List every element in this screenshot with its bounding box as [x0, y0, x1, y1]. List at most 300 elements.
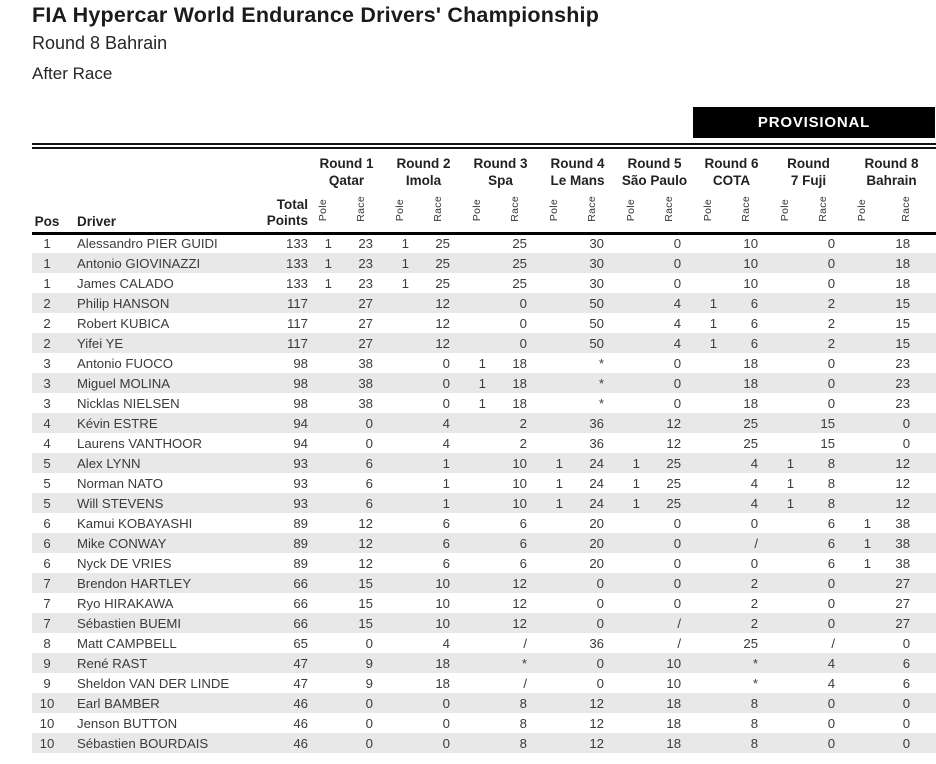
pole-result-cell	[693, 613, 723, 633]
race-result-cell: 0	[673, 275, 682, 291]
pole-result-cell	[385, 493, 415, 513]
pole-result-cell	[462, 493, 492, 513]
race-result-cell: 8	[750, 735, 759, 751]
pole-result-cell	[616, 553, 646, 573]
pole-result-cell	[847, 393, 877, 413]
race-result-cell: 0	[827, 375, 836, 391]
total-points-cell: 66	[293, 575, 308, 591]
race-result-cell: 10	[512, 455, 527, 471]
pole-result-cell	[847, 693, 877, 713]
race-result-cell: *	[598, 395, 605, 411]
race-result-cell: 0	[902, 715, 911, 731]
race-column-label	[338, 194, 385, 233]
table-row	[32, 553, 936, 573]
race-result-cell: 0	[596, 675, 605, 691]
pole-result-cell	[539, 513, 569, 533]
pole-result-cell	[770, 713, 800, 733]
pole-result-cell	[539, 393, 569, 413]
race-result-cell: 0	[365, 635, 373, 651]
race-result-cell: 4	[750, 495, 759, 511]
pole-result-cell	[308, 533, 338, 553]
race-result-cell: 6	[902, 675, 911, 691]
pole-result-cell	[385, 733, 415, 753]
race-result-cell: 38	[358, 375, 373, 391]
race-result-cell: 6	[827, 555, 836, 571]
race-result-cell: 12	[512, 595, 527, 611]
round-header	[462, 150, 539, 194]
pole-result-cell	[308, 613, 338, 633]
race-result-cell: 0	[365, 695, 373, 711]
race-result-cell: 0	[827, 255, 836, 271]
race-result-cell: 0	[827, 355, 836, 371]
race-result-cell: 18	[666, 695, 682, 711]
race-result-cell: 18	[743, 355, 759, 371]
race-result-cell: 24	[589, 455, 605, 471]
race-label-text: Race	[355, 195, 368, 222]
pole-result-cell	[539, 373, 569, 393]
race-result-cell: 8	[519, 735, 527, 751]
race-column-label	[800, 194, 847, 233]
pole-result-cell	[539, 333, 569, 353]
race-column-label	[877, 194, 936, 233]
race-result-cell: /	[754, 535, 759, 551]
race-result-cell: 27	[358, 295, 373, 311]
round-header	[693, 150, 770, 194]
pole-result-cell: 1	[709, 315, 718, 331]
race-result-cell: *	[521, 655, 527, 671]
race-result-cell: 12	[358, 535, 373, 551]
driver-cell: Ryo HIRAKAWA	[77, 595, 174, 611]
pole-result-cell	[693, 633, 723, 653]
race-result-cell: 0	[673, 575, 682, 591]
pole-result-cell	[616, 533, 646, 553]
pole-result-cell	[770, 613, 800, 633]
race-result-cell: 0	[827, 575, 836, 591]
race-result-cell: 25	[435, 275, 450, 291]
race-result-cell: 12	[358, 515, 373, 531]
race-label-text: Race	[817, 195, 830, 222]
race-result-cell: 0	[673, 255, 682, 271]
pole-result-cell: 1	[478, 395, 486, 411]
pole-result-cell	[462, 293, 492, 313]
pole-result-cell	[847, 493, 877, 513]
driver-cell: Alex LYNN	[77, 455, 141, 471]
race-result-cell: 0	[673, 375, 682, 391]
pole-label-text: Pole	[624, 199, 637, 222]
total-points-cell: 66	[293, 595, 308, 611]
pole-result-cell	[462, 333, 492, 353]
race-result-cell: 10	[435, 575, 450, 591]
race-result-cell: 6	[750, 295, 759, 311]
race-result-cell: 25	[666, 475, 682, 491]
pole-result-cell: 1	[632, 495, 641, 511]
race-result-cell: 0	[827, 735, 836, 751]
pole-result-cell	[847, 373, 877, 393]
race-column-label	[646, 194, 693, 233]
pole-result-cell	[616, 313, 646, 333]
pole-result-cell	[770, 673, 800, 693]
pole-result-cell	[462, 653, 492, 673]
race-result-cell: 6	[827, 535, 836, 551]
race-result-cell: *	[752, 655, 759, 671]
race-result-cell: 0	[673, 515, 682, 531]
pole-result-cell	[539, 353, 569, 373]
pole-result-cell	[385, 693, 415, 713]
pole-result-cell	[462, 433, 492, 453]
pole-result-cell	[847, 253, 877, 273]
pole-result-cell	[693, 553, 723, 573]
pole-result-cell	[462, 593, 492, 613]
pole-column-label	[847, 194, 877, 233]
pole-result-cell	[616, 293, 646, 313]
race-result-cell: 27	[358, 335, 373, 351]
table-row	[32, 333, 936, 353]
pole-result-cell	[539, 313, 569, 333]
race-result-cell: 0	[673, 555, 682, 571]
race-result-cell: 6	[365, 455, 373, 471]
pole-result-cell	[539, 713, 569, 733]
pole-result-cell: 1	[555, 495, 563, 511]
driver-cell: Earl BAMBER	[77, 695, 160, 711]
race-result-cell: 36	[589, 415, 605, 431]
driver-cell: Miguel MOLINA	[77, 375, 171, 391]
pos-cell: 6	[43, 535, 51, 551]
race-result-cell: 4	[750, 475, 759, 491]
pole-result-cell	[770, 313, 800, 333]
race-result-cell: 12	[895, 495, 911, 511]
pole-result-cell	[462, 533, 492, 553]
pole-result-cell	[770, 513, 800, 533]
driver-cell: Nyck DE VRIES	[77, 555, 172, 571]
pole-result-cell	[770, 413, 800, 433]
table-row	[32, 573, 936, 593]
pole-result-cell	[462, 273, 492, 293]
pole-result-cell	[539, 633, 569, 653]
pos-cell: 3	[43, 375, 51, 391]
page-title: FIA Hypercar World Endurance Drivers' Championship	[32, 3, 600, 27]
race-result-cell: 38	[895, 535, 911, 551]
pole-result-cell: 1	[863, 535, 872, 551]
pole-result-cell	[770, 293, 800, 313]
pole-result-cell: 1	[632, 455, 641, 471]
pole-result-cell	[616, 633, 646, 653]
race-result-cell: 2	[750, 595, 759, 611]
race-result-cell: 25	[512, 275, 527, 291]
pole-result-cell	[770, 633, 800, 653]
table-row	[32, 713, 936, 733]
race-result-cell: 38	[358, 355, 373, 371]
race-result-cell: 2	[750, 615, 759, 631]
race-result-cell: 0	[365, 415, 373, 431]
pole-result-cell	[462, 693, 492, 713]
pole-result-cell	[308, 733, 338, 753]
race-result-cell: 0	[596, 595, 605, 611]
pole-result-cell	[847, 293, 877, 313]
pole-result-cell	[462, 573, 492, 593]
table-row	[32, 393, 936, 413]
race-result-cell: 6	[442, 535, 450, 551]
race-result-cell: 0	[442, 695, 450, 711]
pole-result-cell	[385, 473, 415, 493]
pos-cell: 7	[43, 595, 51, 611]
pole-result-cell	[539, 253, 569, 273]
pole-result-cell	[770, 353, 800, 373]
pole-result-cell	[308, 653, 338, 673]
pole-result-cell	[385, 333, 415, 353]
pole-result-cell	[462, 553, 492, 573]
race-result-cell: 12	[666, 435, 682, 451]
race-result-cell: 15	[358, 595, 373, 611]
race-result-cell: 18	[512, 375, 527, 391]
pole-result-cell	[308, 293, 338, 313]
round-subtitle: Round 8 Bahrain	[32, 33, 168, 53]
pos-cell: 10	[39, 715, 55, 731]
pos-cell: 6	[43, 555, 51, 571]
total-header-line2: Points	[266, 212, 308, 228]
race-result-cell: 23	[895, 375, 911, 391]
driver-cell: James CALADO	[77, 275, 174, 291]
pole-result-cell	[462, 613, 492, 633]
pole-result-cell	[539, 573, 569, 593]
race-result-cell: 0	[827, 275, 836, 291]
race-result-cell: 10	[743, 275, 759, 291]
pole-result-cell	[385, 633, 415, 653]
race-result-cell: 25	[666, 455, 682, 471]
race-result-cell: 36	[589, 435, 605, 451]
race-result-cell: 12	[589, 695, 605, 711]
race-result-cell: 8	[750, 695, 759, 711]
race-result-cell: 0	[827, 395, 836, 411]
pole-result-cell	[462, 733, 492, 753]
round-header-row	[32, 150, 936, 194]
race-result-cell: 0	[750, 515, 759, 531]
table-row	[32, 473, 936, 493]
pole-result-cell	[616, 593, 646, 613]
table-row	[32, 673, 936, 693]
pole-result-cell	[462, 253, 492, 273]
race-result-cell: 4	[750, 455, 759, 471]
pole-result-cell	[847, 613, 877, 633]
pole-result-cell	[462, 453, 492, 473]
total-points-cell: 93	[293, 475, 308, 491]
pole-result-cell: 1	[786, 495, 795, 511]
table-row	[32, 353, 936, 373]
pole-result-cell	[539, 653, 569, 673]
race-result-cell: 27	[895, 615, 911, 631]
pole-result-cell	[693, 693, 723, 713]
race-result-cell: 12	[435, 295, 450, 311]
race-result-cell: 12	[666, 415, 682, 431]
race-result-cell: 27	[895, 595, 911, 611]
pole-result-cell	[462, 313, 492, 333]
race-result-cell: 15	[895, 295, 911, 311]
pole-result-cell	[462, 473, 492, 493]
race-label-text: Race	[586, 195, 599, 222]
race-result-cell: 20	[589, 555, 605, 571]
race-result-cell: 6	[442, 515, 450, 531]
pole-result-cell	[462, 633, 492, 653]
race-result-cell: 10	[512, 495, 527, 511]
total-points-cell: 117	[286, 315, 308, 331]
round-header	[385, 150, 462, 194]
race-result-cell: 2	[519, 435, 527, 451]
race-result-cell: 6	[519, 515, 527, 531]
race-result-cell: 0	[673, 395, 682, 411]
pole-result-cell: 1	[555, 475, 563, 491]
pole-result-cell: 1	[863, 515, 872, 531]
round-name-line2: São Paulo	[621, 172, 688, 188]
race-result-cell: 0	[442, 375, 450, 391]
pole-result-cell	[616, 333, 646, 353]
pole-result-cell	[770, 733, 800, 753]
table-row	[32, 233, 936, 253]
table-row	[32, 273, 936, 293]
race-result-cell: 18	[743, 375, 759, 391]
race-result-cell: 25	[512, 236, 527, 252]
pole-result-cell	[308, 713, 338, 733]
pole-result-cell	[770, 553, 800, 573]
total-points-cell: 89	[293, 535, 308, 551]
pole-result-cell	[847, 573, 877, 593]
pole-result-cell	[770, 333, 800, 353]
table-row	[32, 373, 936, 393]
pole-result-cell	[385, 313, 415, 333]
pole-result-cell: 1	[324, 255, 332, 271]
round-header	[847, 150, 936, 194]
race-result-cell: 0	[442, 735, 450, 751]
pole-result-cell	[308, 473, 338, 493]
race-result-cell: 2	[827, 295, 836, 311]
race-result-cell: 27	[895, 575, 911, 591]
pole-result-cell	[693, 513, 723, 533]
race-result-cell: 6	[365, 495, 373, 511]
pole-result-cell	[693, 733, 723, 753]
race-result-cell: 18	[512, 355, 527, 371]
pole-result-cell	[847, 313, 877, 333]
race-label-text: Race	[900, 195, 913, 222]
total-points-cell: 93	[293, 495, 308, 511]
round-name-line1: Round 1	[319, 156, 374, 171]
pole-result-cell	[385, 413, 415, 433]
total-header-line1: Total	[276, 196, 308, 212]
race-result-cell: 24	[589, 495, 605, 511]
race-result-cell: 0	[827, 615, 836, 631]
race-result-cell: 12	[895, 455, 911, 471]
race-result-cell: 10	[743, 236, 759, 252]
race-result-cell: /	[523, 675, 527, 691]
race-result-cell: 2	[750, 575, 759, 591]
race-result-cell: 0	[827, 695, 836, 711]
round-name-line1: Round 8	[864, 156, 919, 171]
race-result-cell: 8	[827, 455, 836, 471]
race-result-cell: 10	[435, 595, 450, 611]
total-points-cell: 133	[285, 275, 308, 291]
race-result-cell: 8	[827, 495, 836, 511]
total-points-cell: 47	[293, 655, 308, 671]
pos-cell: 4	[43, 415, 51, 431]
driver-cell: Antonio FUOCO	[77, 355, 174, 371]
pole-label-text: Pole	[855, 199, 868, 222]
pole-column-label	[770, 194, 800, 233]
pole-result-cell	[539, 693, 569, 713]
race-result-cell: 0	[902, 415, 911, 431]
pole-result-cell	[847, 453, 877, 473]
race-result-cell: 1	[442, 475, 450, 491]
total-points-cell: 98	[293, 395, 308, 411]
race-result-cell: 20	[589, 515, 605, 531]
pole-result-cell	[847, 273, 877, 293]
race-result-cell: *	[752, 675, 759, 691]
total-points-cell: 46	[293, 695, 308, 711]
round-header	[770, 150, 847, 194]
pole-result-cell	[385, 353, 415, 373]
pole-result-cell	[385, 533, 415, 553]
race-result-cell: 25	[512, 255, 527, 271]
race-result-cell: 8	[519, 715, 527, 731]
race-result-cell: 0	[596, 615, 605, 631]
driver-cell: Mike CONWAY	[77, 535, 167, 551]
race-result-cell: 10	[512, 475, 527, 491]
race-result-cell: 0	[596, 575, 605, 591]
driver-cell: Jenson BUTTON	[77, 715, 178, 731]
pole-result-cell	[462, 673, 492, 693]
race-result-cell: /	[831, 635, 836, 651]
pole-result-cell: 1	[863, 555, 872, 571]
race-result-cell: 18	[895, 255, 911, 271]
pole-result-cell	[616, 513, 646, 533]
pole-result-cell	[462, 513, 492, 533]
pole-result-cell	[693, 233, 723, 253]
race-result-cell: 6	[365, 475, 373, 491]
race-result-cell: 0	[519, 315, 527, 331]
round-name-line1: Round 4	[550, 156, 605, 171]
pole-result-cell	[616, 733, 646, 753]
race-result-cell: 50	[589, 295, 605, 311]
race-result-cell: 25	[666, 495, 682, 511]
race-result-cell: 23	[358, 275, 373, 291]
pole-result-cell: 1	[401, 255, 409, 271]
total-points-cell: 66	[293, 615, 308, 631]
race-result-cell: 0	[902, 695, 911, 711]
race-result-cell: /	[677, 635, 682, 651]
pole-column-label	[308, 194, 338, 233]
pole-label-text: Pole	[547, 199, 560, 222]
race-result-cell: 15	[358, 615, 373, 631]
pole-result-cell	[308, 593, 338, 613]
total-points-cell: 94	[293, 435, 308, 451]
race-result-cell: 8	[827, 475, 836, 491]
driver-cell: Brendon HARTLEY	[77, 575, 192, 591]
total-points-cell: 98	[293, 355, 308, 371]
pos-cell: 3	[43, 395, 51, 411]
pole-label-text: Pole	[393, 199, 406, 222]
table-row	[32, 253, 936, 273]
race-result-cell: 25	[743, 635, 759, 651]
pole-result-cell	[616, 253, 646, 273]
total-points-cell: 46	[293, 715, 308, 731]
pole-result-cell	[847, 673, 877, 693]
race-label-text: Race	[663, 195, 676, 222]
pole-result-cell	[385, 393, 415, 413]
race-label-text: Race	[740, 195, 753, 222]
pole-result-cell	[847, 633, 877, 653]
pole-column-label	[693, 194, 723, 233]
race-result-cell: 23	[358, 236, 373, 252]
race-result-cell: 0	[365, 435, 373, 451]
race-result-cell: 15	[895, 315, 911, 331]
driver-cell: René RAST	[77, 655, 148, 671]
race-result-cell: 18	[895, 236, 911, 252]
